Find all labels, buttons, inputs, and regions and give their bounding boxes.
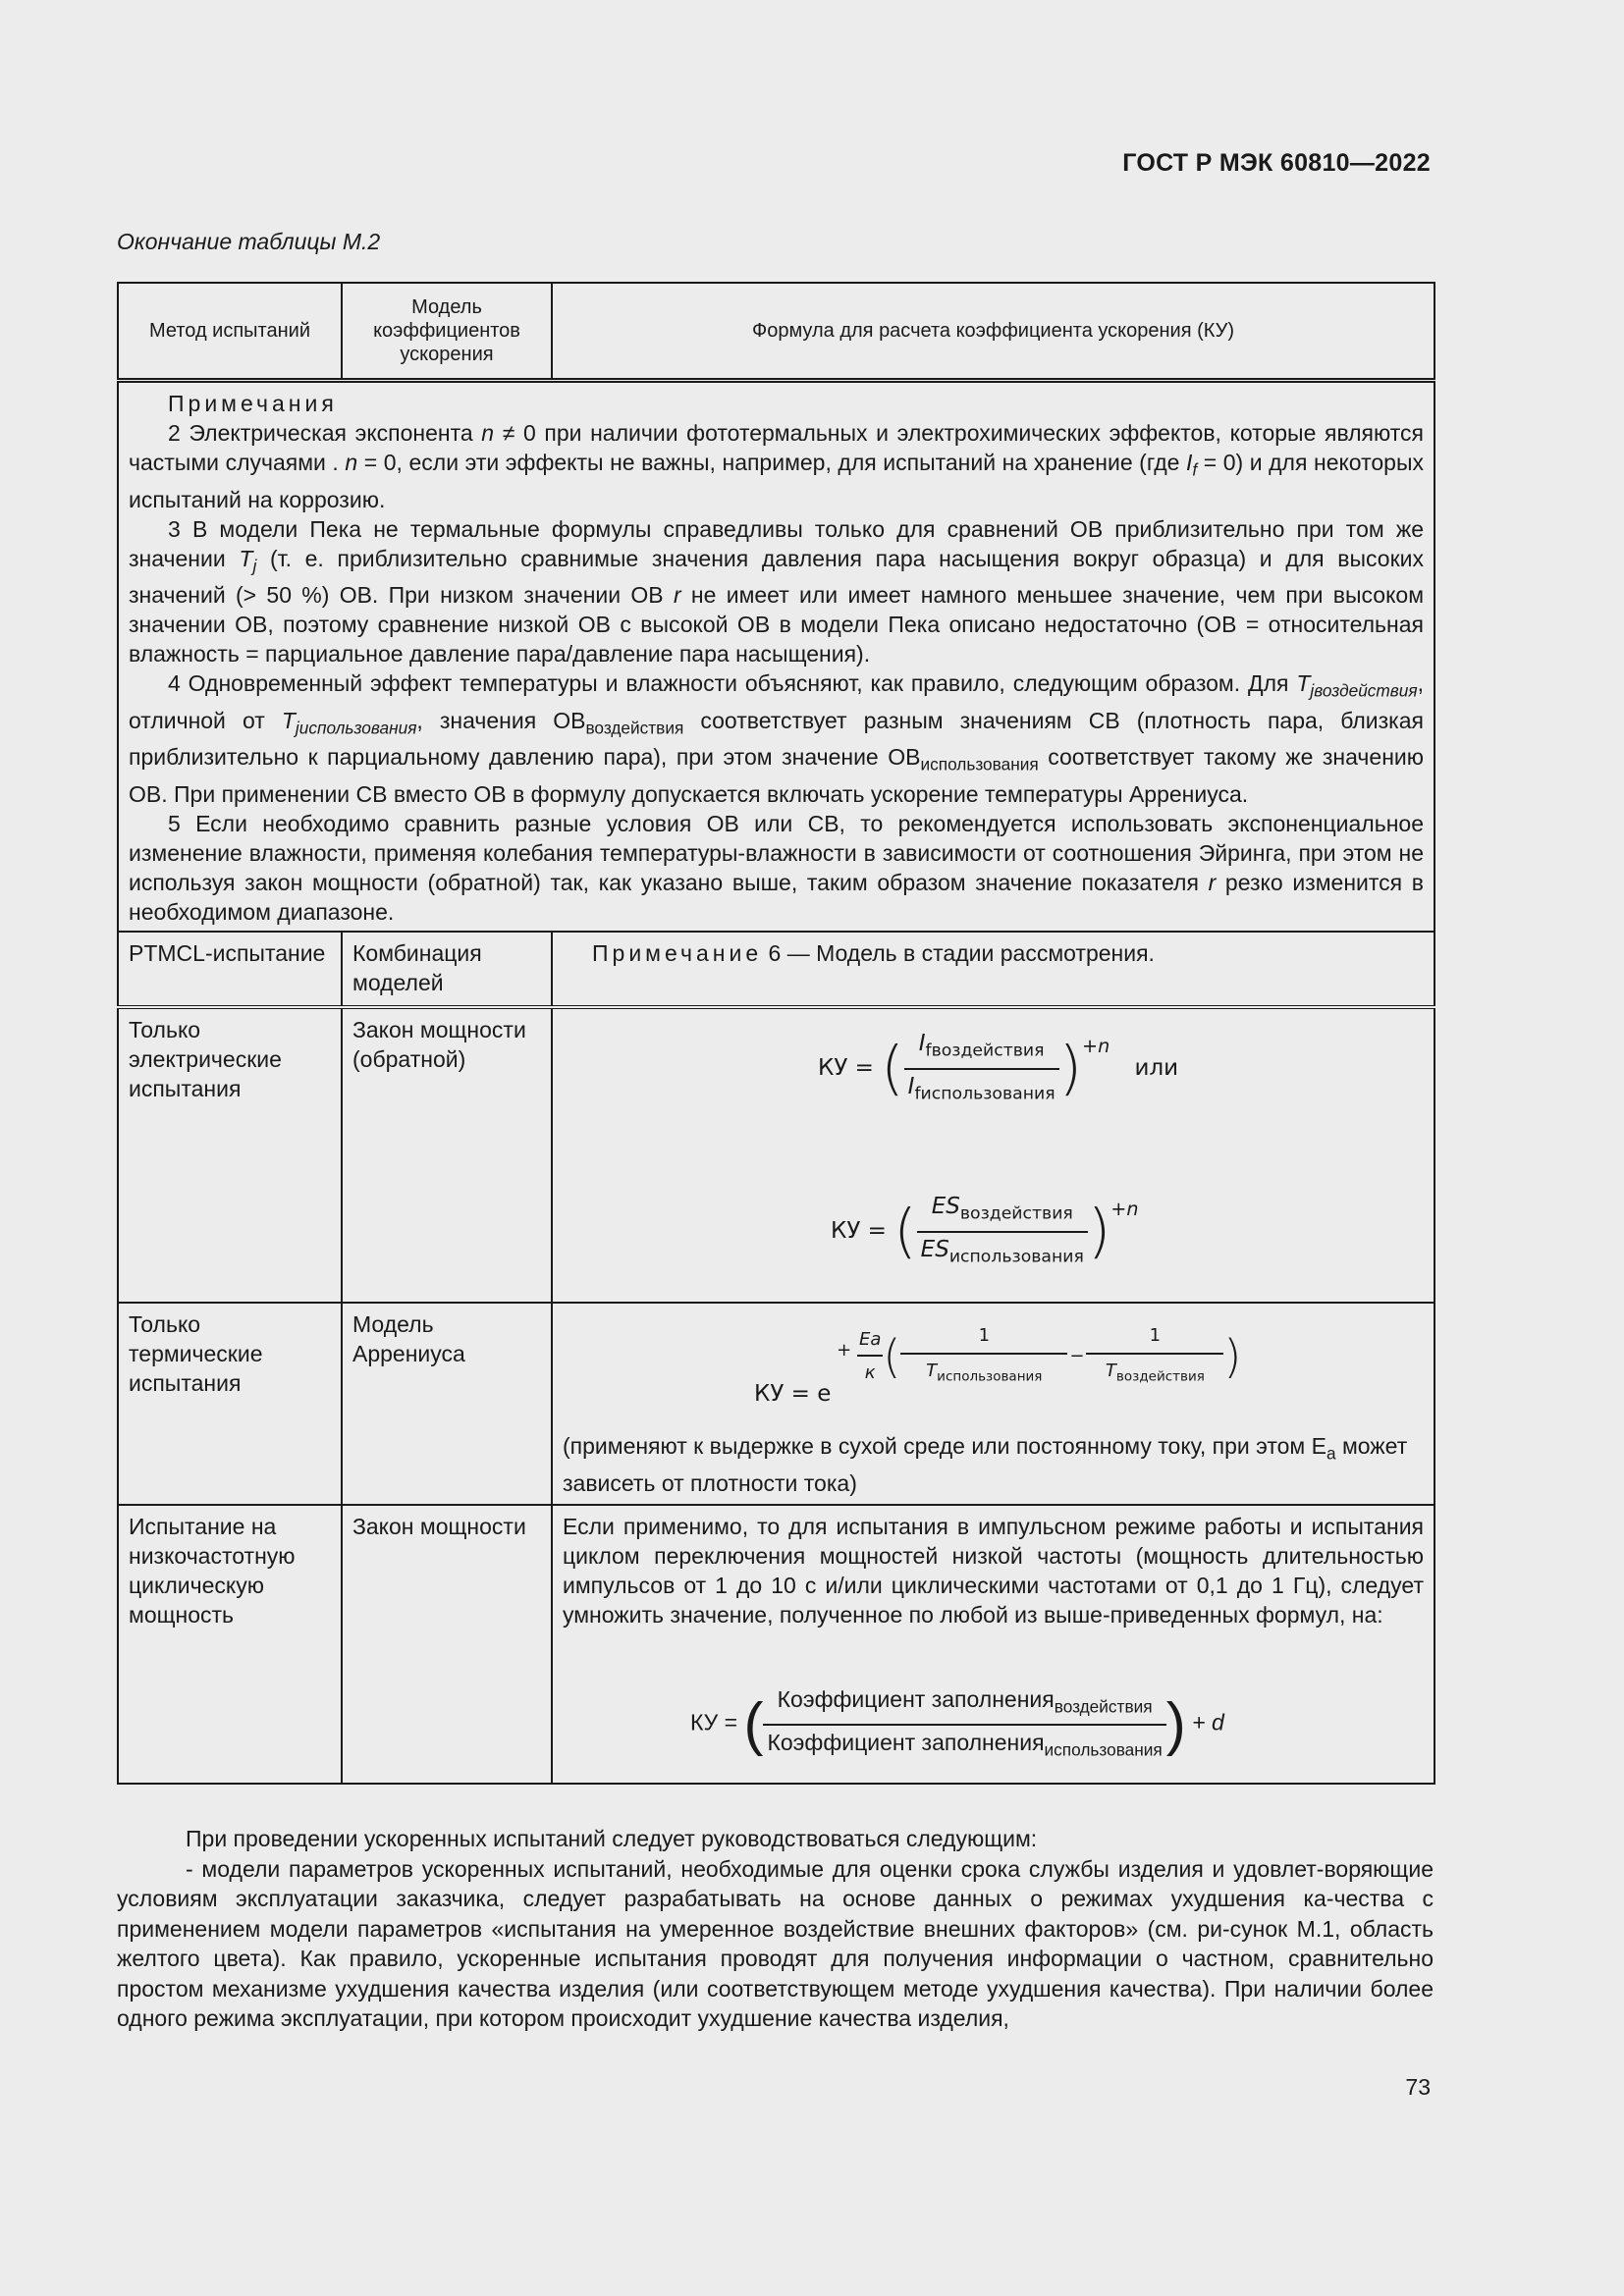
notes-row [118, 381, 1435, 932]
notes-cell [118, 381, 1435, 932]
row-cyclic [118, 1505, 1435, 1784]
table-m2 [117, 282, 1435, 1785]
note-5: 5 Если необходимо сравнить разные условия ОВ или СВ, то рекомендуется использовать экспоненциальное изменение влажности, применяя колебания температуры-влажности в зависимости от соотношения Эйринга, при этом не используя закон мощности (обратной) так, как указано выше, таким образом значение показателя r резко изменится в необходимом диапазоне. [129, 810, 1424, 925]
row-cyclic-text: Если применимо, то для испытания в импульсном режиме работы и испытания циклом переключения мощностей низкой частоты (мощность длительностью импульсов от 1 до 10 с и/или циклическими частотами от 0,1 до 1 Гц), следует умножить значение, полученное по любой из выше-приведенных формул, на: [563, 1513, 1424, 1628]
formula-es-ratio: КУ = ( $\frac{ES_{воздействия}}{ES_{использования}}$ )$^{+n}$ [831, 1193, 1139, 1267]
row-cyclic-method: Испытание на низкочастотную циклическую мощность [118, 1505, 342, 1784]
row-electrical-method: Только электрические испытания [118, 1007, 342, 1303]
row-thermal [118, 1303, 1435, 1505]
row-thermal-formula-cell [552, 1303, 1435, 1505]
col-header-model: Модель коэффициентов ускорения [342, 283, 552, 381]
row-ptmcl-model: Комбинация моделей [342, 932, 552, 1007]
table-caption: Окончание таблицы М.2 [117, 229, 381, 254]
formula-duty-cycle: КУ = ( $\frac{Коэффициент заполнения_{воздействия}}{Коэффициент заполнения_{использования}}$ ) + d [690, 1685, 1224, 1760]
row-electrical [118, 1007, 1435, 1303]
thermal-comment: (применяют к выдержке в сухой среде или постоянному току, при этом $E_a$ может зависеть от плотности тока) [563, 1432, 1408, 1496]
row-ptmcl [118, 932, 1435, 1007]
formula-arrhenius: КУ = e + $\frac{Ea}{к}$ ( $\frac{1}{T_{использования}}$ − $\frac{1}{T_{воздействия}}$ ) [754, 1321, 1241, 1392]
col-header-formula: Формула для расчета коэффициента ускорения (КУ) [552, 283, 1435, 381]
note-4: 4 Одновременный эффект температуры и влажности объясняют, как правило, следующим образом. Для $T_{jвоздействия}$, отличной от $T_{jиспользования}$, значения $ОВ_{воздействия}$ соответствует разным значениям СВ (плотность пара, близкая приблизительно к парциальному давлению пара), при этом значение $ОВ_{использования}$ соответствует такому же значению ОВ. При применении СВ вместо ОВ в формулу допускается включать ускорение температуры Аррениуса. [129, 670, 1424, 807]
col-header-method: Метод испытаний [118, 283, 342, 381]
row-electrical-model: Закон мощности (обратной) [342, 1007, 552, 1303]
row-cyclic-model: Закон мощности [342, 1505, 552, 1784]
notes-title: Примечания [168, 391, 338, 416]
body-text [117, 1824, 1434, 2034]
row-ptmcl-method: PTMCL-испытание [118, 932, 342, 1007]
formula-current-ratio: КУ = ( $\frac{I_{fвоздействия}}{I_{fиспользования}}$ )$^{+n}$ или [818, 1030, 1179, 1104]
note-2: 2 Электрическая экспонента n ≠ 0 при наличии фототермальных и электрохимических эффектов, которые являются частыми случаями . n = 0, если эти эффекты не важны, например, для испытаний на хранение (где $I_f = 0$) и для некоторых испытаний на коррозию. [129, 420, 1424, 512]
table-header-row [118, 283, 1435, 381]
body-paragraph-1: При проведении ускоренных испытаний следует руководствоваться следующим: [186, 1826, 1038, 1851]
note-3: 3 В модели Пека не термальные формулы справедливы только для сравнений ОВ приблизительно при том же значении $T_j$ (т. е. приблизительно сравнимые значения давления пара насыщения вокруг образца) и для высоких значений (> 50 %) ОВ. При низком значении ОВ r не имеет или имеет намного меньшее значение, чем при высоком значении ОВ, поэтому сравнение низкой ОВ с высокой ОВ в модели Пека описано недостаточно (ОВ = относительная влажность = парциальное давление пара/давление пара насыщения). [129, 515, 1425, 667]
page-number: 73 [1405, 2074, 1431, 2100]
row-cyclic-cell [552, 1505, 1435, 1784]
row-thermal-model: Модель Аррениуса [342, 1303, 552, 1505]
row-thermal-method: Только термические испытания [118, 1303, 342, 1505]
row-ptmcl-note: Примечание 6 — Модель в стадии рассмотрения. [552, 932, 1435, 1007]
standard-code: ГОСТ Р МЭК 60810—2022 [1122, 149, 1431, 177]
row-electrical-formulas [552, 1007, 1435, 1303]
body-paragraph-2: - модели параметров ускоренных испытаний, необходимые для оценки срока службы изделия и удовлет-воряющие условиям эксплуатации заказчика, следует разрабатывать на основе данных о режимах ухудшения ка-чества с применением модели параметров «испытания на умеренное воздействие внешних факторов» (см. ри-сунок М.1, область желтого цвета). Как правило, ускоренные испытания проводят для получения информации о частном, сравнительно простом механизме ухудшения качества изделия (или соответствующем методе ухудшения качества). При наличии более одного режима эксплуатации, при котором происходит ухудшение качества изделия, [117, 1855, 1434, 2031]
